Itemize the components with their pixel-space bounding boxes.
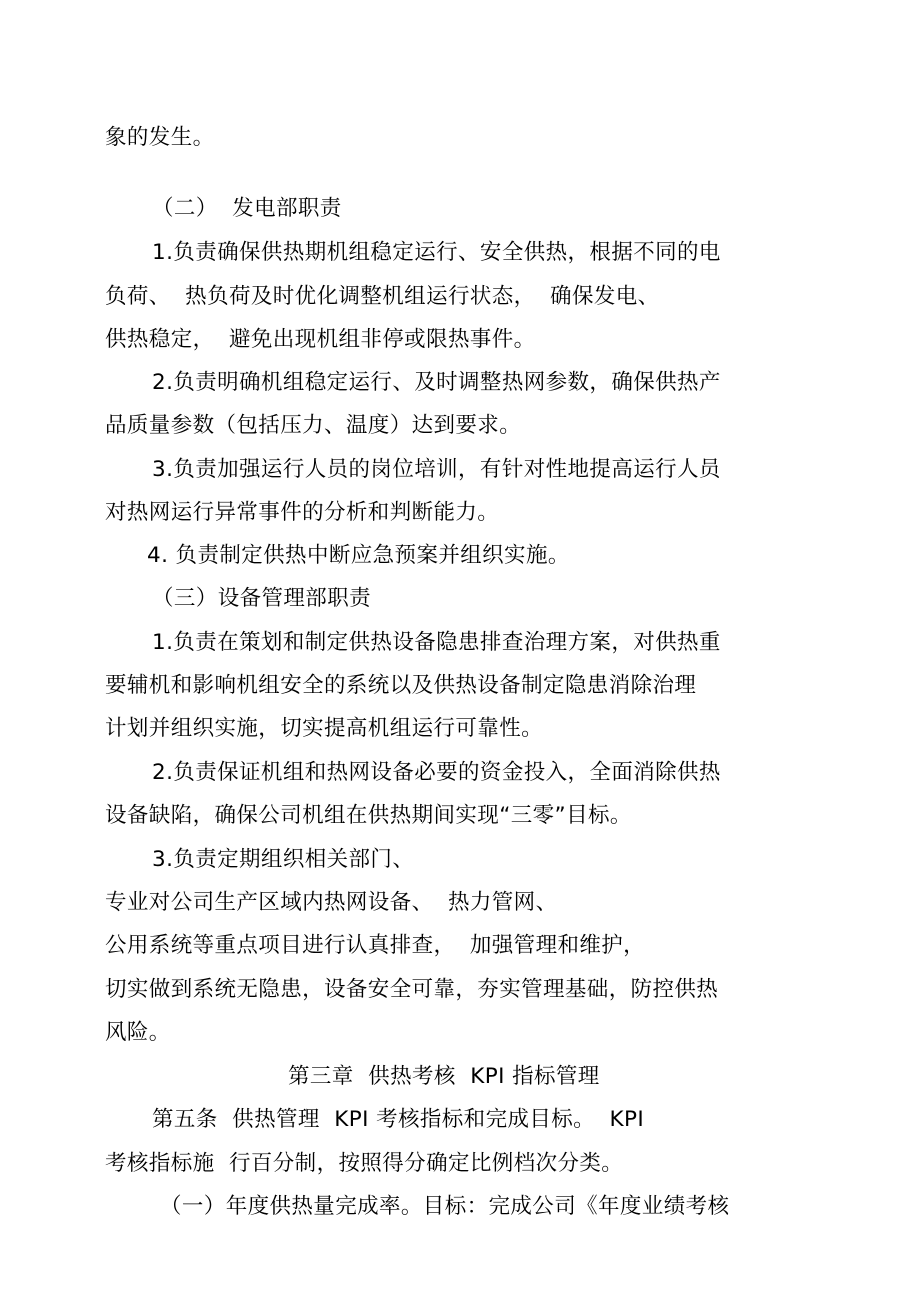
text-line: 考核指标施 行百分制，按照得分确定比例档次分类。 xyxy=(105,1151,624,1176)
text-line: 风险。 xyxy=(105,1020,171,1045)
section-heading: （二） 发电部职责 xyxy=(152,196,342,221)
text-line: 对热网运行异常事件的分析和判断能力。 xyxy=(105,500,500,525)
text-line: 设备缺陷，确保公司机组在供热期间实现“三零”目标。 xyxy=(105,803,632,828)
text-line: 计划并组织实施，切实提高机组运行可靠性。 xyxy=(105,716,544,741)
text-line: 2.负责明确机组稳定运行、及时调整热网参数，确保供热产 xyxy=(152,370,721,395)
text-line: （一）年度供热量完成率。目标：完成公司《年度业绩考核 xyxy=(160,1194,730,1219)
text-line: 3.负责定期组织相关部门、 xyxy=(152,847,415,872)
text-line: 要辅机和影响机组安全的系统以及供热设备制定隐患消除治理 xyxy=(105,673,697,698)
section-heading: （三）设备管理部职责 xyxy=(152,586,372,611)
text-line: 象的发生。 xyxy=(105,125,215,150)
text-line: 3.负责加强运行人员的岗位培训，有针对性地提高运行人员 xyxy=(152,457,721,482)
chapter-title: 第三章 供热考核 KPI 指标管理 xyxy=(288,1064,600,1089)
text-line: 供热稳定， 避免出现机组非停或限热事件。 xyxy=(105,327,536,352)
text-line: 1.负责在策划和制定供热设备隐患排查治理方案，对供热重 xyxy=(152,630,721,655)
text-line: 品质量参数（包括压力、温度）达到要求。 xyxy=(105,413,522,438)
text-line: 1.负责确保供热期机组稳定运行、安全供热，根据不同的电 xyxy=(152,240,721,265)
text-line: 专业对公司生产区域内热网设备、 热力管网、 xyxy=(105,890,558,915)
text-line: 负荷、 热负荷及时优化调整机组运行状态， 确保发电、 xyxy=(105,284,660,309)
text-line: 切实做到系统无隐患，设备安全可靠，夯实管理基础，防控供热 xyxy=(105,977,719,1002)
text-line: 第五条 供热管理 KPI 考核指标和完成目标。 KPI xyxy=(152,1107,645,1132)
text-line: 2.负责保证机组和热网设备必要的资金投入，全面消除供热 xyxy=(152,760,721,785)
text-line: 4. 负责制定供热中断应急预案并组织实施。 xyxy=(147,543,570,568)
text-line: 公用系统等重点项目进行认真排查， 加强管理和维护， xyxy=(105,933,646,958)
